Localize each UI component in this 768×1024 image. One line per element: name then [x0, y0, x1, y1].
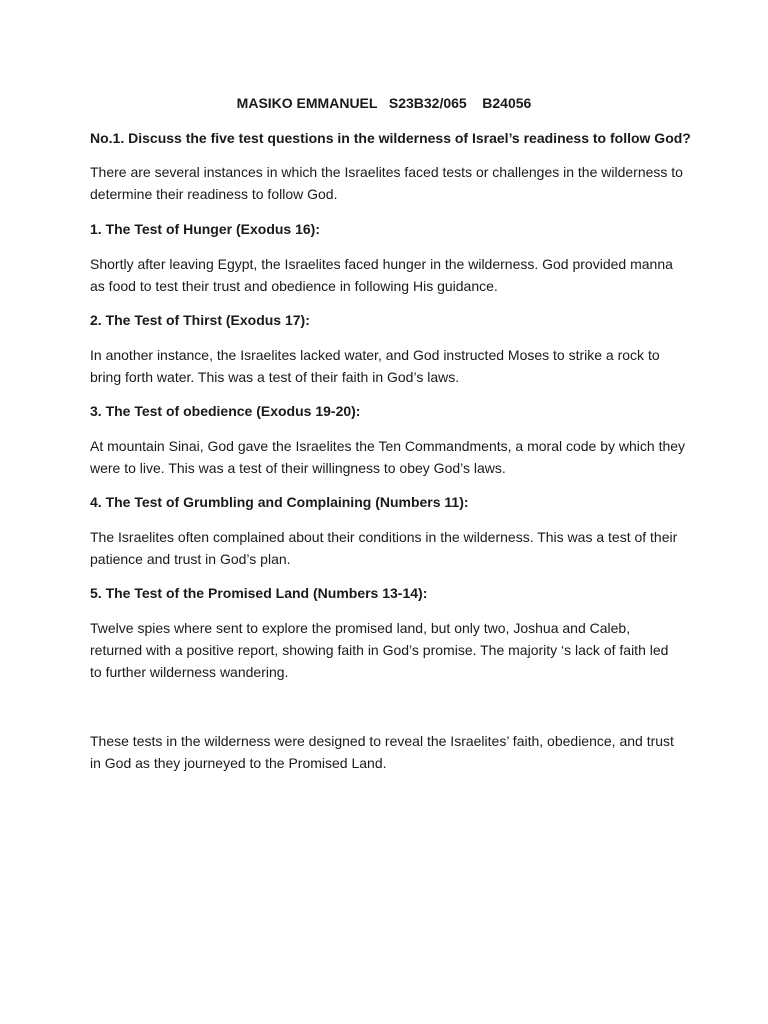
section-2-heading: 2. The Test of Thirst (Exodus 17): [90, 312, 310, 328]
section-2-line-1: In another instance, the Israelites lacked water, and God instructed Moses to strike a rock to [90, 347, 660, 363]
section-5-line-3: to further wilderness wandering. [90, 664, 289, 680]
section-3-heading: 3. The Test of obedience (Exodus 19-20): [90, 403, 361, 419]
section-4-line-2: patience and trust in God’s plan. [90, 551, 291, 567]
intro-line-2: determine their readiness to follow God. [90, 186, 338, 202]
section-1-heading: 1. The Test of Hunger (Exodus 16): [90, 221, 320, 237]
section-3-line-1: At mountain Sinai, God gave the Israelites the Ten Commandments, a moral code by which they [90, 438, 686, 454]
section-1-line-1: Shortly after leaving Egypt, the Israelites faced hunger in the wilderness. God provided manna [90, 256, 673, 272]
section-4-heading: 4. The Test of Grumbling and Complaining (Numbers 11): [90, 494, 469, 510]
section-5-heading: 5. The Test of the Promised Land (Numbers 13-14): [90, 585, 428, 601]
intro-line-1: There are several instances in which the Israelites faced tests or challenges in the wilderness to [90, 164, 683, 180]
conclusion-line-2: in God as they journeyed to the Promised Land. [90, 755, 387, 771]
section-3-line-2: were to live. This was a test of their willingness to obey God’s laws. [90, 460, 506, 476]
section-5-line-2: returned with a positive report, showing faith in God’s promise. The majority ‘s lack of faith led [90, 642, 669, 658]
conclusion-line-1: These tests in the wilderness were designed to reveal the Israelites’ faith, obedience, and trust [90, 733, 674, 749]
student-header: MASIKO EMMANUEL S23B32/065 B24056 [236, 95, 532, 111]
section-4-line-1: The Israelites often complained about their conditions in the wilderness. This was a test of their [90, 529, 678, 545]
section-2-line-2: bring forth water. This was a test of their faith in God’s laws. [90, 369, 460, 385]
section-5-line-1: Twelve spies where sent to explore the promised land, but only two, Joshua and Caleb, [90, 620, 631, 636]
section-1-line-2: as food to test their trust and obedience in following His guidance. [90, 278, 498, 294]
question-heading: No.1. Discuss the five test questions in the wilderness of Israel’s readiness to follow God? [90, 130, 691, 146]
